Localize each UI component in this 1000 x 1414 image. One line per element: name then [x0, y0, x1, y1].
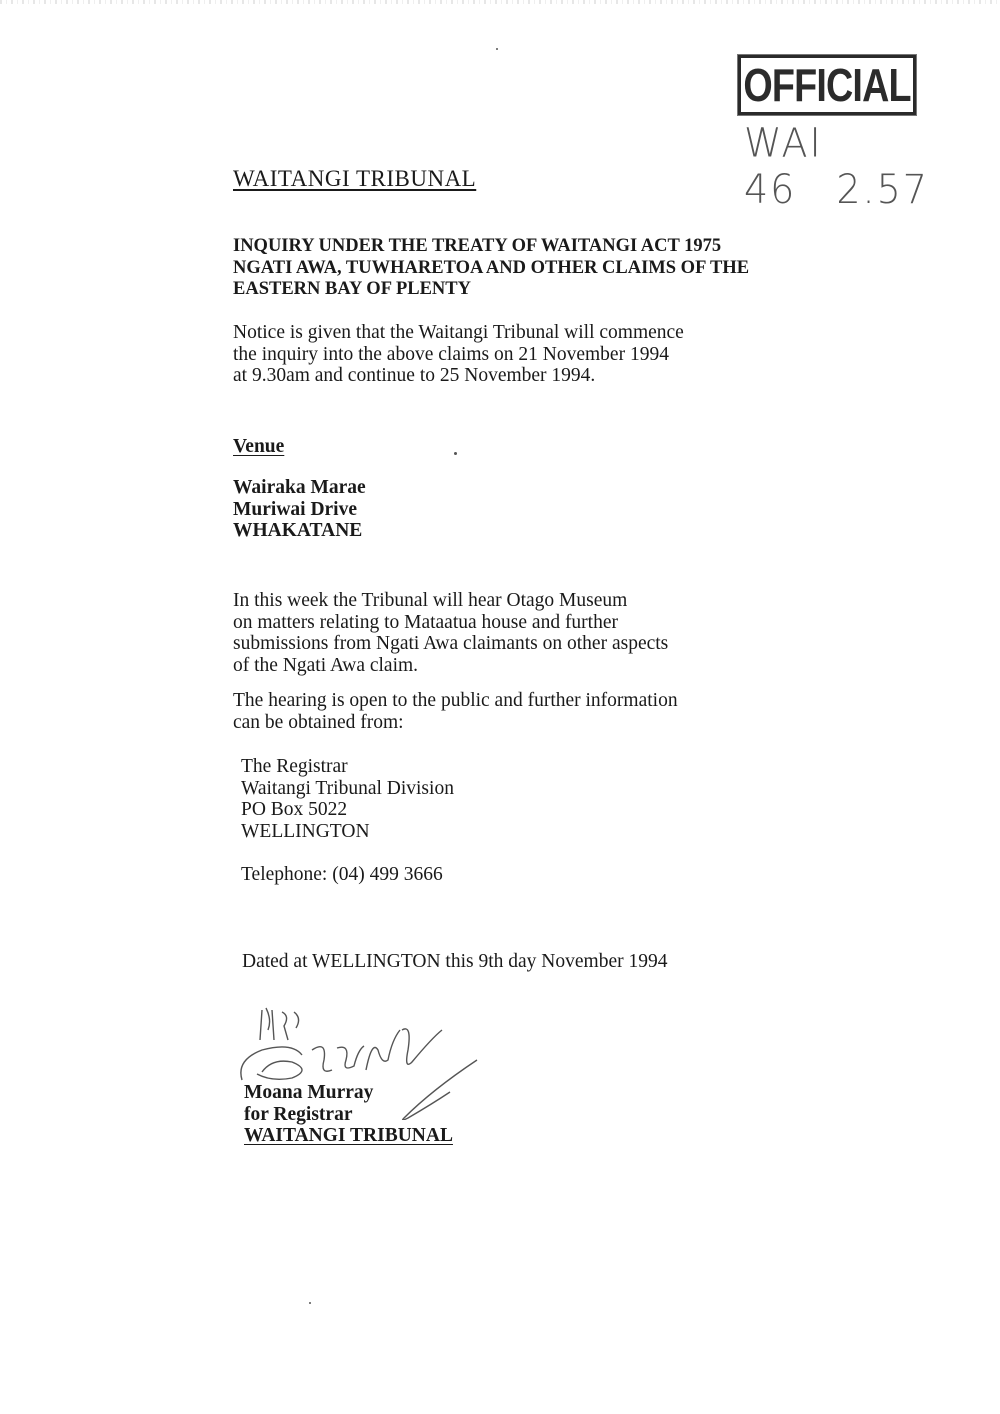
stamp-label: OFFICIAL	[743, 59, 911, 111]
venue-line: Wairaka Marae	[233, 477, 366, 498]
address-line: Waitangi Tribunal Division	[241, 777, 454, 799]
signatory-block	[244, 1082, 453, 1147]
venue-line: Muriwai Drive	[233, 498, 358, 520]
public-info-line: can be obtained from:	[233, 711, 404, 733]
heading-line: INQUIRY UNDER THE TREATY OF WAITANGI ACT 1975	[233, 236, 722, 256]
scan-edge-artifact	[0, 0, 1000, 4]
venue-address	[233, 477, 366, 542]
handwritten-wai-ref: WAI 46	[744, 119, 823, 213]
address-line: The Registrar	[241, 756, 348, 777]
telephone: Telephone: (04) 499 3666	[241, 864, 443, 885]
heading-line: NGATI AWA, TUWHARETOA AND OTHER CLAIMS OF THE	[233, 257, 750, 278]
venue-line: WHAKATANE	[233, 520, 363, 541]
week-info-line: submissions from Ngati Awa claimants on other aspects	[233, 633, 669, 654]
notice-line: Notice is given that the Waitangi Tribunal will commence	[233, 322, 684, 343]
dated-line: Dated at WELLINGTON this 9th day November 1994	[242, 951, 668, 972]
week-info-line: of the Ngati Awa claim.	[233, 654, 419, 676]
scan-speck	[309, 1302, 311, 1304]
public-info-paragraph	[233, 690, 678, 733]
handwritten-reference	[744, 120, 1000, 212]
public-info-line: The hearing is open to the public and further information	[233, 690, 678, 711]
week-info-line: In this week the Tribunal will hear Otago Museum	[233, 590, 628, 611]
address-line: PO Box 5022	[241, 799, 348, 820]
document-title: WAITANGI TRIBUNAL	[233, 166, 477, 191]
signatory-org: WAITANGI TRIBUNAL	[244, 1125, 453, 1146]
scan-speck	[454, 452, 457, 455]
notice-line: the inquiry into the above claims on 21 November 1994	[233, 343, 669, 365]
address-line: WELLINGTON	[241, 820, 370, 842]
signatory-name: Moana Murray	[244, 1082, 374, 1103]
handwritten-doc-number: 2.57	[836, 166, 929, 213]
official-stamp	[738, 55, 916, 115]
heading-line: EASTERN BAY OF PLENTY	[233, 279, 471, 299]
inquiry-heading	[233, 236, 749, 301]
scan-speck	[496, 48, 498, 50]
signatory-role: for Registrar	[244, 1103, 353, 1125]
notice-paragraph	[233, 322, 684, 387]
notice-line: at 9.30am and continue to 25 November 1994.	[233, 365, 596, 386]
week-info-line: on matters relating to Mataatua house and further	[233, 611, 618, 633]
week-info-paragraph	[233, 590, 668, 676]
venue-label: Venue	[233, 436, 285, 457]
registrar-address	[241, 756, 454, 842]
